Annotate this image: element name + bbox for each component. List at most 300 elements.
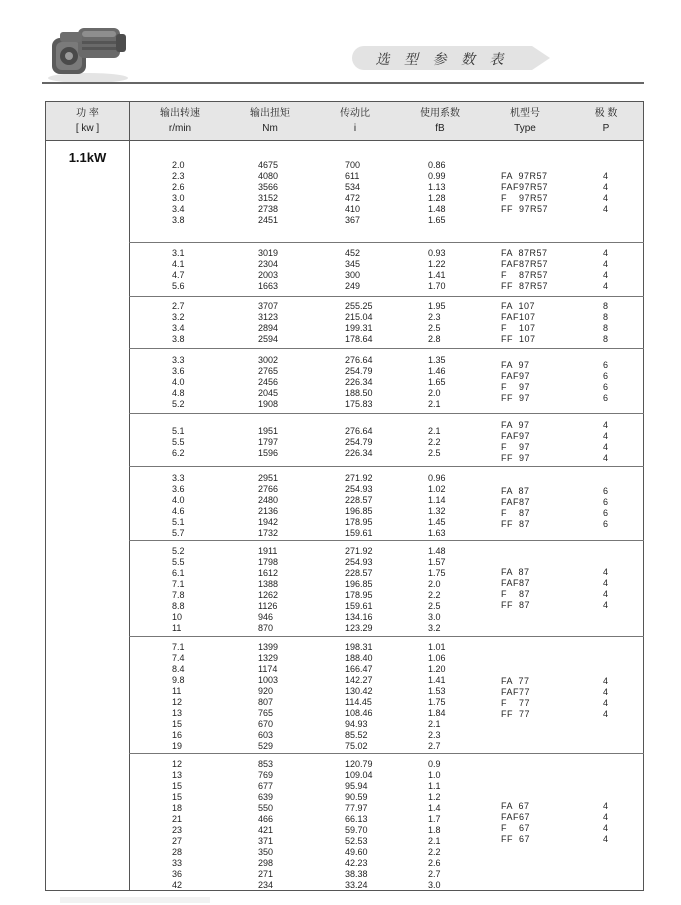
table-cell: FAF97R57	[501, 182, 549, 192]
footer-mark	[60, 897, 210, 903]
table-cell: 6	[603, 486, 609, 496]
table-cell: 2.3	[428, 730, 441, 740]
table-cell: 529	[258, 741, 274, 751]
table-cell: 2.0	[428, 579, 441, 589]
poles-column	[603, 676, 608, 720]
table-cell: 228.57	[345, 568, 373, 578]
table-cell: 12	[172, 759, 183, 769]
speed-column	[172, 546, 185, 634]
table-cell: F 87	[501, 508, 531, 518]
table-cell: 7.1	[172, 579, 185, 589]
group-separator	[129, 413, 644, 414]
table-cell: 2304	[258, 259, 279, 269]
table-cell: 255.25	[345, 301, 373, 311]
table-cell: 4.6	[172, 506, 185, 516]
table-cell: 1612	[258, 568, 279, 578]
table-cell: 421	[258, 825, 274, 835]
table-cell: 0.86	[428, 160, 446, 170]
table-cell: 4	[603, 600, 609, 610]
table-cell: 3.4	[172, 323, 185, 333]
table-cell: 59.70	[345, 825, 368, 835]
table-cell: 2.1	[428, 836, 441, 846]
type-column	[501, 486, 530, 530]
poles-column	[603, 301, 608, 345]
table-cell: 4	[603, 801, 609, 811]
table-cell: 2.5	[428, 601, 441, 611]
table-cell: 4	[603, 834, 609, 844]
table-cell: 94.93	[345, 719, 368, 729]
table-cell: 371	[258, 836, 274, 846]
table-cell: 1.41	[428, 270, 446, 280]
header-type: 机型号 Type	[510, 108, 540, 134]
table-cell: 66.13	[345, 814, 368, 824]
table-cell: 271.92	[345, 546, 373, 556]
speed-column	[172, 355, 185, 410]
table-cell: 254.93	[345, 484, 373, 494]
table-cell: 199.31	[345, 323, 373, 333]
poles-column	[603, 567, 608, 611]
table-cell: 130.42	[345, 686, 373, 696]
torque-column	[258, 355, 278, 410]
table-cell: 3.0	[428, 880, 441, 890]
page-title: 选 型 参 数 表	[375, 52, 509, 68]
table-cell: 2.0	[172, 160, 185, 170]
table-cell: 2.7	[428, 741, 441, 751]
table-cell: 3.3	[172, 355, 185, 365]
speed-column	[172, 248, 185, 292]
table-cell: 1596	[258, 448, 279, 458]
table-cell: 3019	[258, 248, 279, 258]
table-cell: 1.35	[428, 355, 446, 365]
table-cell: 276.64	[345, 426, 373, 436]
table-cell: 3.6	[172, 484, 185, 494]
table-cell: F 87R57	[501, 270, 549, 280]
table-cell: 1.53	[428, 686, 446, 696]
table-cell: 4	[603, 812, 609, 822]
table-cell: 6	[603, 382, 609, 392]
poles-column	[603, 801, 608, 845]
table-cell: 2.1	[428, 719, 441, 729]
table-cell: 1908	[258, 399, 279, 409]
table-cell: 3566	[258, 182, 279, 192]
table-cell: 4.7	[172, 270, 185, 280]
table-cell: 2.6	[428, 858, 441, 868]
table-cell: 611	[345, 171, 360, 181]
table-cell: 603	[258, 730, 274, 740]
table-cell: 1174	[258, 664, 278, 674]
table-cell: F 67	[501, 823, 531, 833]
torque-column	[258, 546, 278, 634]
table-cell: 1388	[258, 579, 279, 589]
poles-column	[603, 420, 608, 464]
torque-column	[258, 473, 278, 539]
table-cell: FF 77	[501, 709, 531, 719]
table-cell: 3002	[258, 355, 279, 365]
table-cell: 466	[258, 814, 274, 824]
table-cell: 1003	[258, 675, 279, 685]
table-cell: FA 87R57	[501, 248, 548, 258]
ratio-column	[345, 248, 360, 292]
table-cell: 0.9	[428, 759, 441, 769]
factor-column	[428, 160, 446, 226]
table-cell: FF 107	[501, 334, 536, 344]
table-cell: 11	[172, 623, 182, 633]
table-cell: 1.32	[428, 506, 446, 516]
table-cell: 77.97	[345, 803, 368, 813]
table-cell: 1.57	[428, 557, 446, 567]
table-cell: 18	[172, 803, 183, 813]
table-cell: 1911	[258, 546, 278, 556]
table-cell: 5.6	[172, 281, 185, 291]
table-cell: 1.20	[428, 664, 446, 674]
table-cell: 226.34	[345, 448, 373, 458]
table-cell: 5.2	[172, 399, 185, 409]
table-cell: 134.16	[345, 612, 373, 622]
power-column-divider	[129, 102, 130, 890]
table-cell: 550	[258, 803, 274, 813]
table-cell: 0.93	[428, 248, 446, 258]
table-cell: 4	[603, 687, 609, 697]
table-cell: 1.22	[428, 259, 446, 269]
table-cell: 2003	[258, 270, 279, 280]
table-cell: 196.85	[345, 579, 373, 589]
table-cell: 1663	[258, 281, 279, 291]
table-cell: 1.28	[428, 193, 446, 203]
table-cell: 1.84	[428, 708, 446, 718]
table-cell: FF 97	[501, 453, 531, 463]
table-cell: 0.99	[428, 171, 446, 181]
table-cell: 350	[258, 847, 274, 857]
table-cell: 4	[603, 420, 609, 430]
torque-column	[258, 160, 278, 226]
table-cell: 1399	[258, 642, 279, 652]
table-cell: 7.4	[172, 653, 185, 663]
table-cell: 410	[345, 204, 361, 214]
table-cell: 2.3	[172, 171, 185, 181]
table-cell: F 97R57	[501, 193, 549, 203]
table-cell: 1.70	[428, 281, 446, 291]
table-cell: 1732	[258, 528, 279, 538]
table-cell: 4.0	[172, 377, 185, 387]
type-column	[501, 171, 548, 215]
table-cell: FAF87	[501, 497, 531, 507]
table-cell: 1.46	[428, 366, 446, 376]
table-cell: 7.1	[172, 642, 185, 652]
table-cell: 5.5	[172, 437, 185, 447]
table-cell: 28	[172, 847, 183, 857]
type-column	[501, 420, 530, 464]
table-cell: 6	[603, 393, 609, 403]
table-cell: FAF77	[501, 687, 531, 697]
table-cell: F 77	[501, 698, 531, 708]
speed-column	[172, 473, 185, 539]
table-cell: 178.95	[345, 590, 373, 600]
table-cell: 1.95	[428, 301, 446, 311]
table-cell: FA 87	[501, 567, 530, 577]
table-cell: 9.8	[172, 675, 185, 685]
table-cell: FA 107	[501, 301, 536, 311]
table-cell: 15	[172, 719, 183, 729]
table-cell: 3123	[258, 312, 279, 322]
table-cell: 4	[603, 171, 609, 181]
ratio-column	[345, 355, 373, 410]
table-cell: 38.38	[345, 869, 368, 879]
table-cell: 1.01	[428, 642, 446, 652]
table-cell: 1.1	[428, 781, 441, 791]
table-cell: 2.8	[428, 334, 441, 344]
table-cell: 142.27	[345, 675, 373, 685]
table-cell: 8	[603, 301, 609, 311]
table-cell: 1951	[258, 426, 279, 436]
table-cell: 2766	[258, 484, 279, 494]
type-column	[501, 360, 530, 404]
table-cell: 12	[172, 697, 183, 707]
table-cell: 4.0	[172, 495, 185, 505]
table-cell: FF 87R57	[501, 281, 549, 291]
table-cell: FA 97R57	[501, 171, 548, 181]
table-cell: 188.40	[345, 653, 373, 663]
table-cell: FA 67	[501, 801, 530, 811]
speed-column	[172, 301, 185, 345]
table-cell: 4	[603, 709, 609, 719]
table-cell: 188.50	[345, 388, 373, 398]
table-cell: 178.64	[345, 334, 373, 344]
table-cell: 3.8	[172, 334, 185, 344]
table-cell: 178.95	[345, 517, 373, 527]
table-cell: 4	[603, 270, 609, 280]
table-cell: 670	[258, 719, 274, 729]
table-cell: 3.2	[172, 312, 185, 322]
torque-column	[258, 248, 278, 292]
group-separator	[129, 466, 644, 467]
table-cell: FAF107	[501, 312, 536, 322]
table-cell: 452	[345, 248, 361, 258]
table-cell: 2894	[258, 323, 279, 333]
table-cell: 2951	[258, 473, 279, 483]
table-cell: 4	[603, 676, 609, 686]
table-cell: 4675	[258, 160, 279, 170]
header-torque: 输出扭矩 Nm	[250, 108, 290, 134]
table-cell: 1798	[258, 557, 279, 567]
table-cell: 5.1	[172, 426, 185, 436]
table-cell: 534	[345, 182, 361, 192]
table-cell: 1.41	[428, 675, 446, 685]
table-cell: 1.8	[428, 825, 441, 835]
table-cell: 4080	[258, 171, 279, 181]
table-cell: 3.0	[428, 612, 441, 622]
table-cell: 276.64	[345, 355, 373, 365]
table-cell: 367	[345, 215, 361, 225]
table-cell: 2.2	[428, 437, 441, 447]
table-cell: 1797	[258, 437, 279, 447]
table-cell: 120.79	[345, 759, 373, 769]
table-cell: 4	[603, 431, 609, 441]
table-cell: FAF97	[501, 431, 531, 441]
group-separator	[129, 296, 644, 297]
table-cell: 1.75	[428, 697, 446, 707]
table-cell: FF 87	[501, 519, 531, 529]
table-cell: 254.93	[345, 557, 373, 567]
table-cell: 2.0	[428, 388, 441, 398]
ratio-column	[345, 301, 373, 345]
table-cell: 2045	[258, 388, 279, 398]
table-cell: 5.7	[172, 528, 185, 538]
table-cell: 271.92	[345, 473, 373, 483]
table-cell: 4	[603, 823, 609, 833]
table-cell: 2480	[258, 495, 279, 505]
table-cell: 1.48	[428, 204, 446, 214]
table-cell: 946	[258, 612, 274, 622]
factor-column	[428, 642, 446, 752]
table-cell: 4	[603, 453, 609, 463]
table-cell: FAF67	[501, 812, 531, 822]
table-cell: 4	[603, 182, 609, 192]
table-cell: 2451	[258, 215, 279, 225]
table-cell: 6	[603, 508, 609, 518]
gear-reducer-icon	[42, 14, 134, 86]
type-column	[501, 567, 530, 611]
factor-column	[428, 473, 446, 539]
table-cell: FAF87R57	[501, 259, 549, 269]
table-cell: 49.60	[345, 847, 368, 857]
group-separator	[129, 636, 644, 637]
ratio-column	[345, 160, 360, 226]
table-cell: 4	[603, 567, 609, 577]
table-cell: 1.02	[428, 484, 446, 494]
table-cell: 11	[172, 686, 182, 696]
table-cell: 159.61	[345, 528, 373, 538]
table-cell: 109.04	[345, 770, 373, 780]
table-cell: 1.65	[428, 215, 446, 225]
table-cell: 1.65	[428, 377, 446, 387]
table-cell: 700	[345, 160, 361, 170]
table-cell: 472	[345, 193, 361, 203]
table-cell: 4.8	[172, 388, 185, 398]
torque-column	[258, 426, 278, 459]
speed-column	[172, 759, 182, 891]
table-cell: 2.2	[428, 590, 441, 600]
ratio-column	[345, 759, 373, 891]
type-column	[501, 676, 530, 720]
table-cell: 271	[258, 869, 274, 879]
header-poles: 极 数 P	[594, 108, 618, 134]
table-cell: 175.83	[345, 399, 373, 409]
type-column	[501, 248, 548, 292]
table-cell: 6.1	[172, 568, 185, 578]
table-cell: 5.2	[172, 546, 185, 556]
table-cell: 2.6	[172, 182, 185, 192]
table-cell: 2.7	[172, 301, 185, 311]
table-cell: 870	[258, 623, 274, 633]
table-cell: 807	[258, 697, 274, 707]
table-cell: 1.48	[428, 546, 446, 556]
table-cell: 2738	[258, 204, 279, 214]
table-cell: 1.7	[428, 814, 441, 824]
table-cell: 249	[345, 281, 361, 291]
table-cell: 1.2	[428, 792, 441, 802]
table-cell: 2136	[258, 506, 279, 516]
ratio-column	[345, 546, 373, 634]
table-cell: 8.4	[172, 664, 185, 674]
table-cell: 6	[603, 360, 609, 370]
table-cell: 677	[258, 781, 274, 791]
table-cell: 1.14	[428, 495, 446, 505]
ratio-column	[345, 642, 373, 752]
table-cell: 1126	[258, 601, 278, 611]
table-cell: 75.02	[345, 741, 368, 751]
table-cell: 15	[172, 781, 183, 791]
table-cell: 90.59	[345, 792, 368, 802]
group-separator	[129, 348, 644, 349]
table-cell: 6	[603, 371, 609, 381]
power-value: 1.1kW	[68, 150, 107, 165]
ratio-column	[345, 426, 373, 459]
group-separator	[129, 540, 644, 541]
table-cell: F 87	[501, 589, 531, 599]
table-cell: 5.5	[172, 557, 185, 567]
table-cell: 2765	[258, 366, 279, 376]
table-cell: 1.45	[428, 517, 446, 527]
table-cell: FA 87	[501, 486, 530, 496]
poles-column	[603, 171, 608, 215]
group-separator	[129, 753, 644, 754]
table-cell: 3152	[258, 193, 279, 203]
table-cell: 1.63	[428, 528, 446, 538]
table-cell: 228.57	[345, 495, 373, 505]
table-cell: 4	[603, 259, 609, 269]
header-power: 功 率 [ kw ]	[75, 108, 100, 134]
type-column	[501, 801, 530, 845]
table-cell: 639	[258, 792, 274, 802]
table-cell: 1329	[258, 653, 279, 663]
table-cell: 52.53	[345, 836, 368, 846]
table-cell: 23	[172, 825, 183, 835]
table-cell: 4	[603, 578, 609, 588]
table-cell: F 107	[501, 323, 536, 333]
table-cell: 27	[172, 836, 183, 846]
table-cell: 8	[603, 334, 609, 344]
table-cell: 3.2	[428, 623, 441, 633]
table-cell: 345	[345, 259, 361, 269]
table-cell: 0.96	[428, 473, 446, 483]
torque-column	[258, 642, 278, 752]
top-rule	[42, 82, 644, 84]
factor-column	[428, 426, 441, 459]
table-cell: 2456	[258, 377, 279, 387]
table-cell: 853	[258, 759, 274, 769]
table-cell: 8.8	[172, 601, 185, 611]
table-cell: 765	[258, 708, 274, 718]
table-cell: 13	[172, 708, 183, 718]
table-cell: 4.1	[172, 259, 185, 269]
ratio-column	[345, 473, 373, 539]
table-cell: 19	[172, 741, 183, 751]
torque-column	[258, 301, 278, 345]
table-cell: FA 77	[501, 676, 530, 686]
table-cell: 7.8	[172, 590, 185, 600]
table-cell: 4	[603, 442, 609, 452]
table-cell: FF 97R57	[501, 204, 549, 214]
table-cell: 1942	[258, 517, 279, 527]
header-speed: 输出转速 r/min	[160, 108, 200, 134]
table-cell: 42	[172, 880, 183, 890]
table-cell: 2.1	[428, 426, 441, 436]
table-cell: 3.6	[172, 366, 185, 376]
table-cell: 196.85	[345, 506, 373, 516]
factor-column	[428, 248, 446, 292]
table-cell: 254.79	[345, 437, 373, 447]
table-cell: 226.34	[345, 377, 373, 387]
